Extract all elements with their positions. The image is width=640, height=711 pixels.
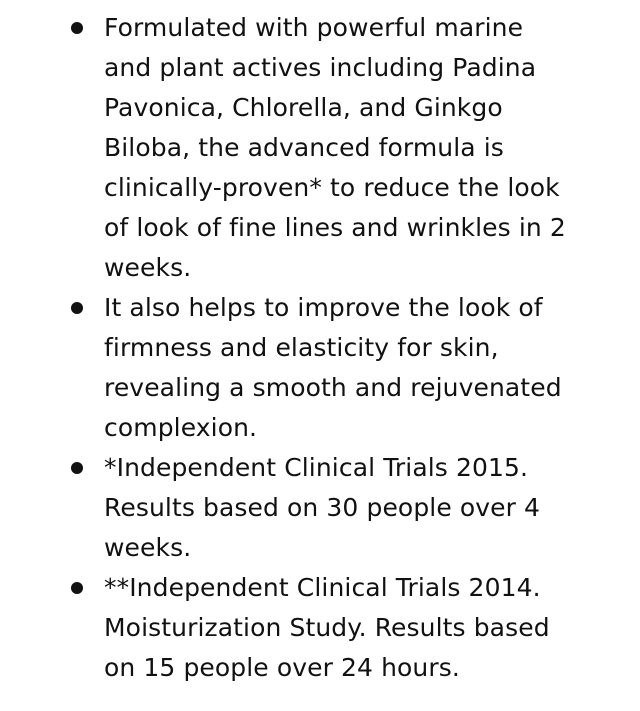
text-line: clinically-proven* to reduce the look <box>104 173 560 202</box>
text-line: and plant actives including Padina <box>104 53 537 82</box>
text-line: Results based on 30 people over 4 <box>104 493 541 522</box>
text-line: Biloba, the advanced formula is <box>104 133 504 162</box>
bullet-text <box>104 8 600 288</box>
bullet-icon <box>71 22 83 34</box>
bullet-text <box>104 448 600 568</box>
text-line: Pavonica, Chlorella, and Ginkgo <box>104 93 503 122</box>
text-line: weeks. <box>104 533 192 562</box>
text-line: Moisturization Study. Results based <box>104 613 550 642</box>
list-item <box>0 8 640 288</box>
text-line: on 15 people over 24 hours. <box>104 653 460 682</box>
text-line: firmness and elasticity for skin, <box>104 333 499 362</box>
product-benefits-list <box>0 8 640 688</box>
bullet-icon <box>71 302 83 314</box>
text-line: complexion. <box>104 413 258 442</box>
bullet-text <box>104 568 600 688</box>
list-item <box>0 288 640 448</box>
bullet-text <box>104 288 600 448</box>
list-item <box>0 448 640 568</box>
text-line: revealing a smooth and rejuvenated <box>104 373 562 402</box>
text-line: of look of fine lines and wrinkles in 2 <box>104 213 566 242</box>
list-item <box>0 568 640 688</box>
bullet-icon <box>71 462 83 474</box>
text-line: Formulated with powerful marine <box>104 13 524 42</box>
text-line: *Independent Clinical Trials 2015. <box>104 453 529 482</box>
text-line: **Independent Clinical Trials 2014. <box>104 573 541 602</box>
text-line: It also helps to improve the look of <box>104 293 543 322</box>
bullet-icon <box>71 582 83 594</box>
text-line: weeks. <box>104 253 192 282</box>
